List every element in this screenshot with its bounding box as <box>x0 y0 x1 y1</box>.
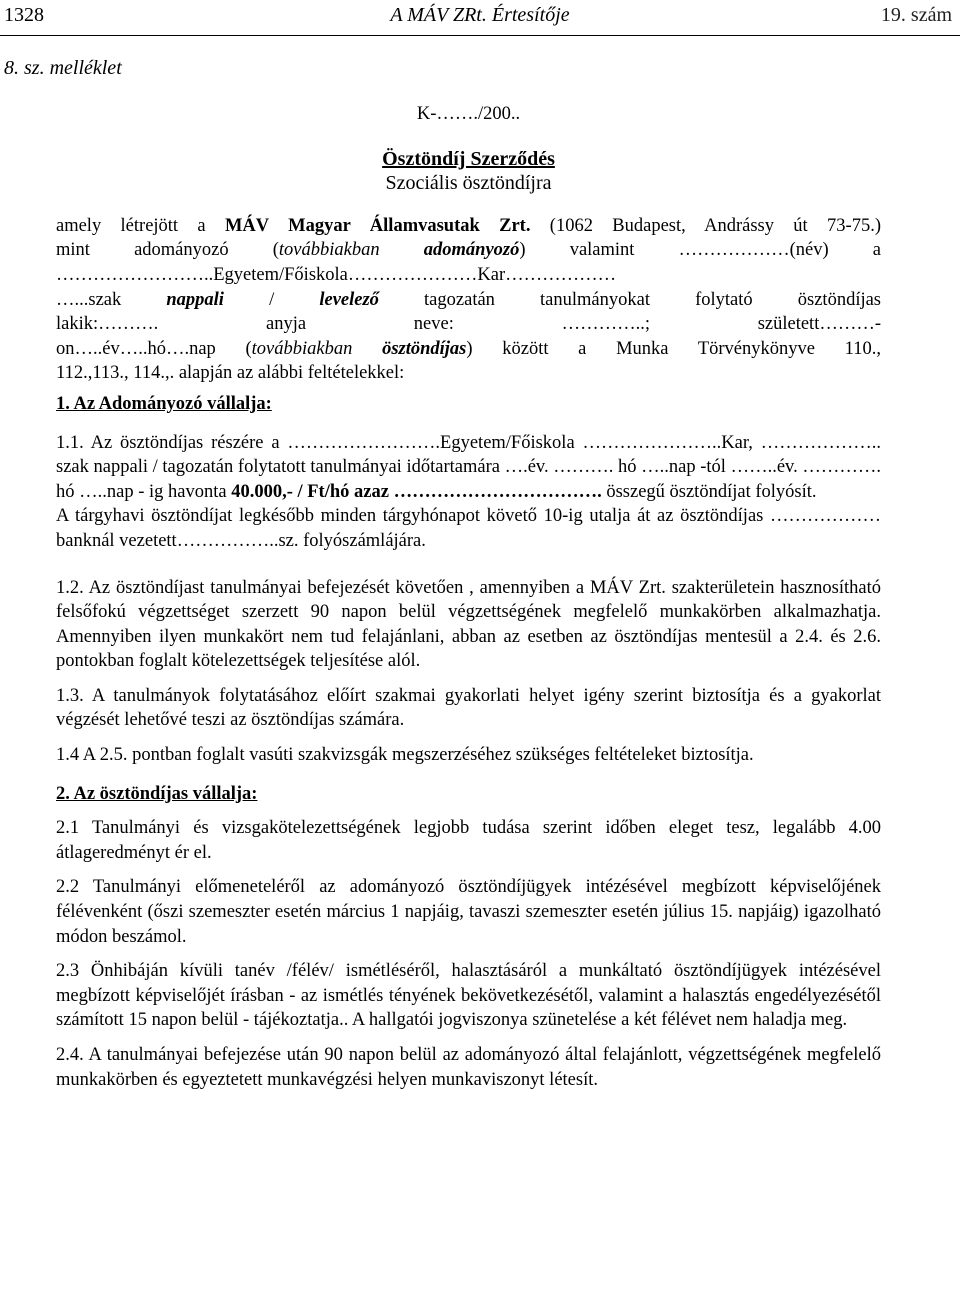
intro-line-5: lakik:………. anyja neve: …………..; született………- <box>56 314 881 335</box>
clause-2-4: 2.4. A tanulmányai befejezése után 90 napon belül az adományozó által felajánlott, végzettségének megfelelő munkakörben és egyeztetett munkavégzési helyen munkaviszonyt létesít. <box>56 1045 881 1090</box>
contract-body <box>56 102 881 1092</box>
clause-1-4: 1.4 A 2.5. pontban foglalt vasúti szakvizsgák megszerzéséhez szükséges feltételeket biztosítja. <box>56 745 754 766</box>
reference-number: K-……./200.. <box>416 104 521 124</box>
document-subtitle: Szociális ösztöndíjra <box>385 172 552 195</box>
issue-number: 19. szám <box>880 4 952 26</box>
intro-line-7: 112.,113., 114.,. alapján az alábbi feltételekkel: <box>56 363 405 384</box>
clause-1-1-transfer: A tárgyhavi ösztöndíjat legkésőbb minden tárgyhónapot követő 10-ig utalja át az ösztöndíjas ………………banknál vezetett……………..sz. folyószámlájára. <box>56 506 881 551</box>
clause-1-3: 1.3. A tanulmányok folytatásához előírt szakmai gyakorlati helyet igény szerint biztosítja és a gyakorlat végzését lehetővé teszi az ösztöndíjas számára. <box>56 685 881 731</box>
scholar-term: ösztöndíjas <box>382 338 467 359</box>
intro-line-1: amely létrejött a MÁV Magyar Államvasutak Zrt. (1062 Budapest, Andrássy út 73-75.) <box>56 215 881 236</box>
section-2-heading: 2. Az ösztöndíjas vállalja: <box>56 783 258 804</box>
document-title: Ösztöndíj Szerződés <box>382 147 555 170</box>
clause-2-1: 2.1 Tanulmányi és vizsgakötelezettségének legjobb tudása szerint időben eleget tesz, legalább 4.00 átlageredményt ér el. <box>56 818 881 863</box>
journal-title: A MÁV ZRt. Értesítője <box>390 4 570 26</box>
company-name: MÁV Magyar Államvasutak Zrt. <box>224 215 531 236</box>
monthly-amount: 40.000,- / Ft/hó azaz ……………………………. <box>231 481 602 502</box>
page-number: 1328 <box>4 4 44 26</box>
intro-line-3: ……………………..Egyetem/Főiskola…………………Kar……………… <box>56 264 617 285</box>
clause-1-2: 1.2. Az ösztöndíjast tanulmányai befejezését követően , amennyiben a MÁV Zrt. szakterületein hasznosítható felsőfokú végzettséget szerzett 90 napon belül végzettségének megfelelő munkakörben alkalmazhatja. Amennyiben ilyen munkakört nem tud felajánlani, abban az esetben az ösztöndíjas mentesül a 2.4. és 2.6. pontokban foglalt kötelezettségek teljesítése alól. <box>56 577 881 672</box>
section-1-heading: 1. Az Adományozó vállalja: <box>56 393 272 414</box>
donor-term: adományozó <box>423 240 520 261</box>
clause-1-1: 1.1. Az ösztöndíjas részére a …………………….Egyetem/Főiskola …………………..Kar, ……………….. szak nappali / tagozatán folytatott tanulmányai időtartamára ….év. ………. hó …..nap -tól ……..év. …………. hó …..nap - ig havonta 40.000,- / Ft/hó azaz ……………………………. összegű ösztöndíjat folyósít. <box>56 432 881 502</box>
intro-paragraph <box>56 214 881 386</box>
intro-line-6: on…..év…..hó….nap (továbbiakban ösztöndíjas) között a Munka Törvénykönyve 110., <box>56 338 881 359</box>
intro-line-4: …...szak nappali / levelező tagozatán tanulmányokat folytató ösztöndíjas <box>56 289 882 310</box>
clause-2-2: 2.2 Tanulmányi előmeneteléről az adományozó ösztöndíjügyek intézésével megbízott képviselőjének félévenként (őszi szemeszter esetén március 1 napjáig, tavaszi szemeszter esetén július 15. napjáig) igazolható módon beszámol. <box>56 877 881 947</box>
clause-2-3: 2.3 Önhibáján kívüli tanév /félév/ ismétléséről, halasztásáról a munkáltató ösztöndíjügyek intézésével megbízott képviselőjét írásban - az ismétlés tényének bekövetkezésétől, valamint a halasztás engedélyezésétől számított 15 napon belül - tájékoztatja.. A hallgatói jogviszonya szünetelése a két félévet nem haladja meg. <box>56 961 881 1031</box>
annex-label: 8. sz. melléklet <box>4 57 122 79</box>
header-rule <box>0 35 960 36</box>
page-header <box>0 0 960 36</box>
intro-line-2: mint adományozó (továbbiakban adományozó) valamint ………………(név) a <box>56 240 882 261</box>
